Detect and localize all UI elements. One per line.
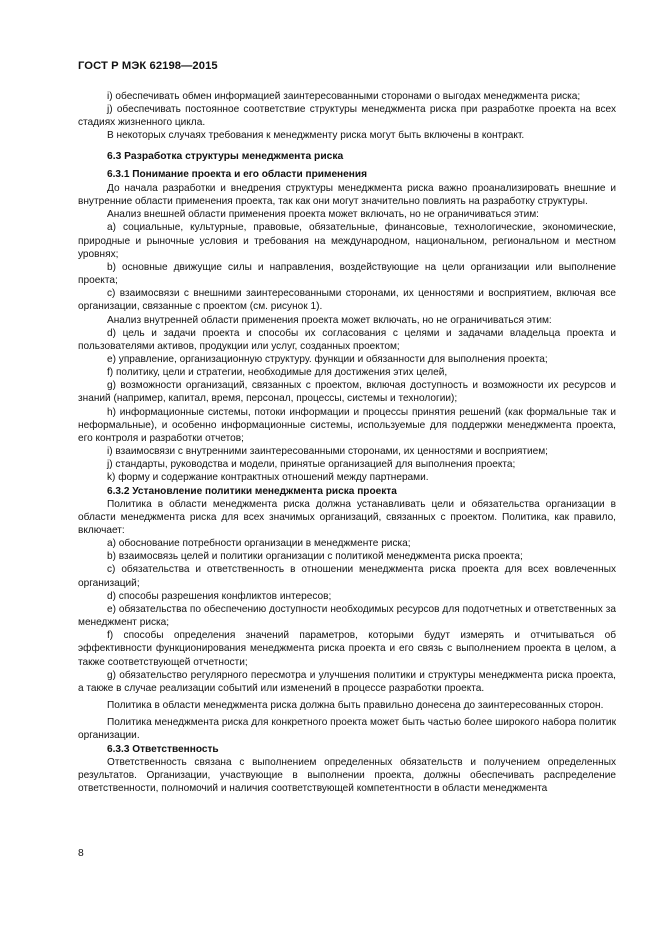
list-item: f) способы определения значений параметров, которыми будут измерять и отчитываться об эффективности функционирования менеджмента риска проекта и его связь с выполнением проекта в целом, а также соответствующей отчетности; <box>78 630 616 668</box>
page-number: 8 <box>78 848 84 859</box>
list-item: i) взаимосвязи с внутренними заинтересованными сторонами, их ценностями и восприятием; <box>107 446 548 458</box>
page-header: ГОСТ Р МЭК 62198—2015 <box>78 60 218 72</box>
list-item: j) стандарты, руководства и модели, принятые организацией для выполнения проекта; <box>107 459 516 471</box>
list-item: h) информационные системы, потоки информации и процессы принятия решений (как формальные так и неформальные), и особенно информационные системы, используемые для поддержки менеджмента проекта, его контроля и разработки отчетов; <box>78 406 616 444</box>
section-heading-6-3: 6.3 Разработка структуры менеджмента риска <box>107 150 344 162</box>
paragraph: Политика менеджмента риска для конкретного проекта может быть частью более широкого набора политик организации. <box>78 717 616 742</box>
list-item: f) политику, цели и стратегии, необходимые для достижения этих целей, <box>107 367 448 379</box>
document-body <box>78 90 616 795</box>
paragraph: i) обеспечивать обмен информацией заинтересованными сторонами о выгодах менеджмента риска; <box>107 91 581 102</box>
list-item: k) форму и содержание контрактных отношений между партнерами. <box>107 472 429 484</box>
section-heading-6-3-3: 6.3.3 Ответственность <box>107 743 219 755</box>
paragraph: Политика в области менеджмента риска должна устанавливать цели и обязательства организации в области менеджмента риска для всех значимых организаций, связанных с проектом. Политика, как правило, включает: <box>78 498 616 536</box>
list-item: b) основные движущие силы и направления, воздействующие на цели организации или выполнение проекта; <box>78 261 616 287</box>
paragraph: Ответственность связана с выполнением определенных обязательств и получением определенных результатов. Организации, участвующие в выполнении проекта, должны обеспечивать распределение ответственности, полномочий и наличия соответствующей компетентности в области менеджмента <box>78 756 616 794</box>
list-item: c) взаимосвязи с внешними заинтересованными сторонами, их ценностями и восприятием, включая все организации, связанные с проектом (см. рисунок 1). <box>78 288 616 313</box>
section-heading-6-3-1: 6.3.1 Понимание проекта и его области применения <box>107 168 367 180</box>
list-item: а) социальные, культурные, правовые, обязательные, финансовые, технологические, экономические, природные и рыночные условия и требования на международном, национальном, региональном и местном уровнях; <box>78 222 616 260</box>
paragraph: До начала разработки и внедрения структуры менеджмента риска важно проанализировать внешние и внутренние области применения проекта, так как они могут значительно повлиять на разработку структуры. <box>78 182 616 208</box>
paragraph: Анализ внешней области применения проекта может включать, но не ограничиваться этим: <box>107 209 539 221</box>
list-item: c) обязательства и ответственность в отношении менеджмента риска проекта для всех вовлеченных организаций; <box>78 564 616 589</box>
paragraph: Анализ внутренней области применения проекта может включать, но не ограничиваться этим: <box>107 314 552 326</box>
list-item: d) способы разрешения конфликтов интересов; <box>107 590 332 602</box>
list-item: e) управление, организационную структуру. функции и обязанности для выполнения проекта; <box>107 353 548 365</box>
list-item: b) взаимосвязь целей и политики организации с политикой менеджмента риска проекта; <box>107 551 523 563</box>
paragraph: j) обеспечивать постоянное соответствие структуры менеджмента риска при разработке проекта на всех стадиях жизненного цикла. <box>78 104 616 129</box>
paragraph: Политика в области менеджмента риска должна быть правильно донесена до заинтересованных сторон. <box>107 700 604 712</box>
list-item: g) возможности организаций, связанных с проектом, включая доступность и возможности их ресурсов и знаний (например, капитал, время, персонал, процессы, системы и технологии); <box>78 380 616 405</box>
list-item: g) обязательство регулярного пересмотра и улучшения политики и структуры менеджмента риска проекта, а также в случае реализации событий или изменений в процессе разработки проекта. <box>78 669 616 694</box>
list-item: а) обоснование потребности организации в менеджменте риска; <box>107 538 411 550</box>
paragraph: В некоторых случаях требования к менеджменту риска могут быть включены в контракт. <box>107 130 525 142</box>
list-item: d) цель и задачи проекта и способы их согласования с целями и задачами владельца проекта и пользователями активов, продукции или услуг, созданных проектом; <box>78 327 616 352</box>
list-item: e) обязательства по обеспечению доступности необходимых ресурсов для подотчетных и ответственных за менеджмент риска; <box>78 603 616 629</box>
section-heading-6-3-2: 6.3.2 Установление политики менеджмента риска проекта <box>107 485 397 497</box>
